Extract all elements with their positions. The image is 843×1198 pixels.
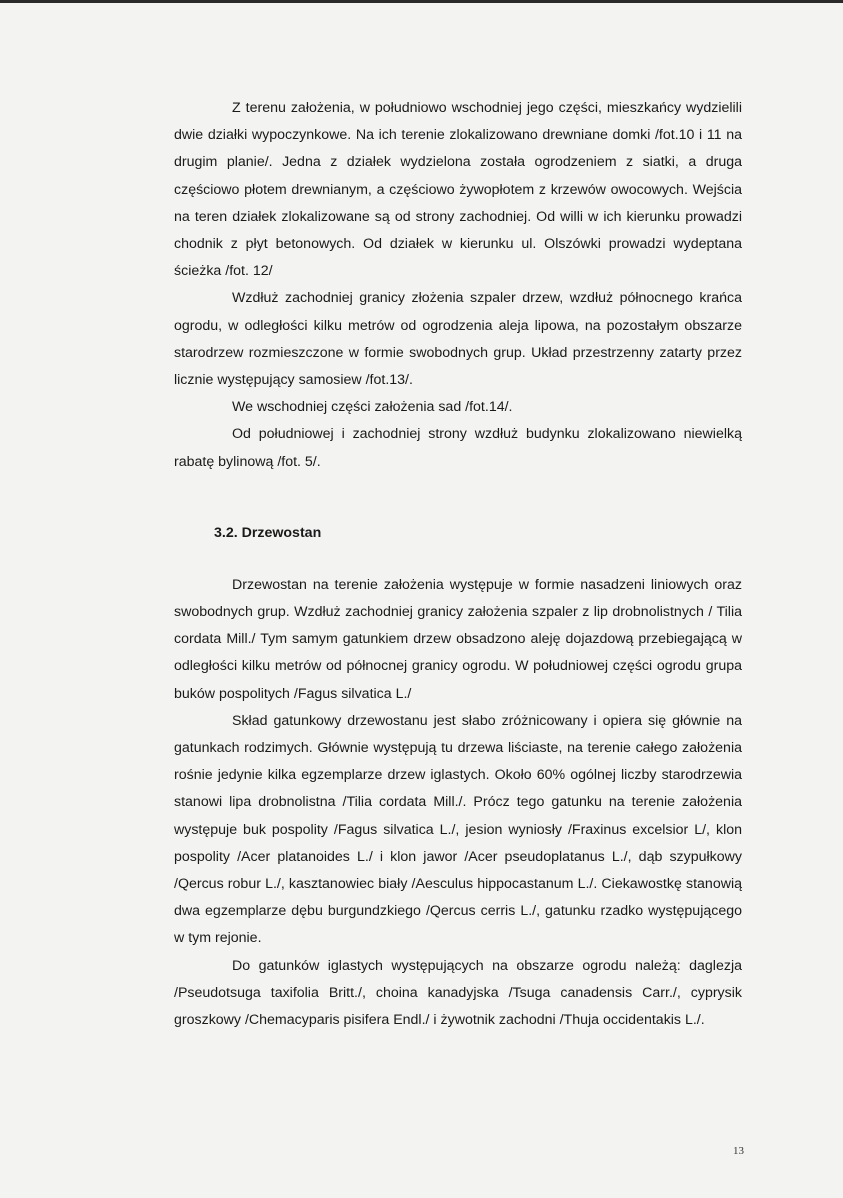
section-tree-stand (174, 572, 742, 1034)
paragraph: Z terenu założenia, w południowo wschodniej jego części, mieszkańcy wydzielili dwie działki wypoczynkowe. Na ich terenie zlokalizowano drewniane domki /fot.10 i 11 na drugim planie/. Jedna z działek wydzielona została ogrodzeniem z siatki, a druga częściowo płotem drewnianym, a częściowo żywopłotem z krzewów owocowych. Wejścia na teren działek zlokalizowane są od strony zachodniej. Od willi w ich kierunku prowadzi chodnik z płyt betonowych. Od działek w kierunku ul. Olszówki prowadzi wydeptana ścieżka /fot. 12/ (174, 100, 742, 280)
paragraph: Skład gatunkowy drzewostanu jest słabo zróżnicowany i opiera się głównie na gatunkach rodzimych. Głównie występują tu drzewa liściaste, na terenie całego założenia rośnie jedynie kilka egzemplarze drzew iglastych. Około 60% ogólnej liczby starodrzewia stanowi lipa drobnolistna /Tilia cordata Mill./. Prócz tego gatunku na terenie założenia występuje buk pospolity /Fagus silvatica L./, jesion wyniosły /Fraxinus excelsior L/, klon pospolity /Acer platanoides L./ i klon jawor /Acer pseudoplatanus L./, dąb szypułkowy /Qercus robur L./, kasztanowiec biały /Aesculus hippocastanum L./. Ciekawostkę stanowią dwa egzemplarze dębu burgundzkiego /Qercus cerris L./, gatunku rzadko występującego w tym rejonie. (174, 712, 742, 947)
section-heading: 3.2. Drzewostan (214, 524, 322, 541)
document-page (174, 95, 742, 1034)
page-top-edge (0, 0, 843, 3)
paragraph: Wzdłuż zachodniej granicy złożenia szpaler drzew, wzdłuż północnego krańca ogrodu, w odległości kilku metrów od ogrodzenia aleja lipowa, na pozostałym obszarze starodrzew rozmieszczone w formie swobodnych grup. Układ przestrzenny zatarty przez licznie występujący samosiew /fot.13/. (174, 290, 742, 389)
paragraph: Do gatunków iglastych występujących na obszarze ogrodu należą: daglezja /Pseudotsuga taxifolia Britt./, choina kanadyjska /Tsuga canadensis Carr./, cyprysik groszkowy /Chemacyparis pisifera Endl./ i żywotnik zachodni /Thuja occidentakis L./. (174, 957, 742, 1029)
paragraph: Od południowej i zachodniej strony wzdłuż budynku zlokalizowano niewielką rabatę bylinową /fot. 5/. (174, 426, 742, 470)
section-site-description (174, 95, 742, 476)
paragraph: We wschodniej części założenia sad /fot.14/. (232, 399, 513, 416)
paragraph: Drzewostan na terenie założenia występuje w formie nasadzeni liniowych oraz swobodnych grup. Wzdłuż zachodniej granicy założenia szpaler z lip drobnolistnych / Tilia cordata Mill./ Tym samym gatunkiem drzew obsadzono aleję dojazdową przebiegającą w odległości kilku metrów od północnej granicy ogrodu. W południowej części ogrodu grupa buków pospolitych /Fagus silvatica L./ (174, 576, 742, 702)
page-number: 13 (733, 1145, 744, 1157)
